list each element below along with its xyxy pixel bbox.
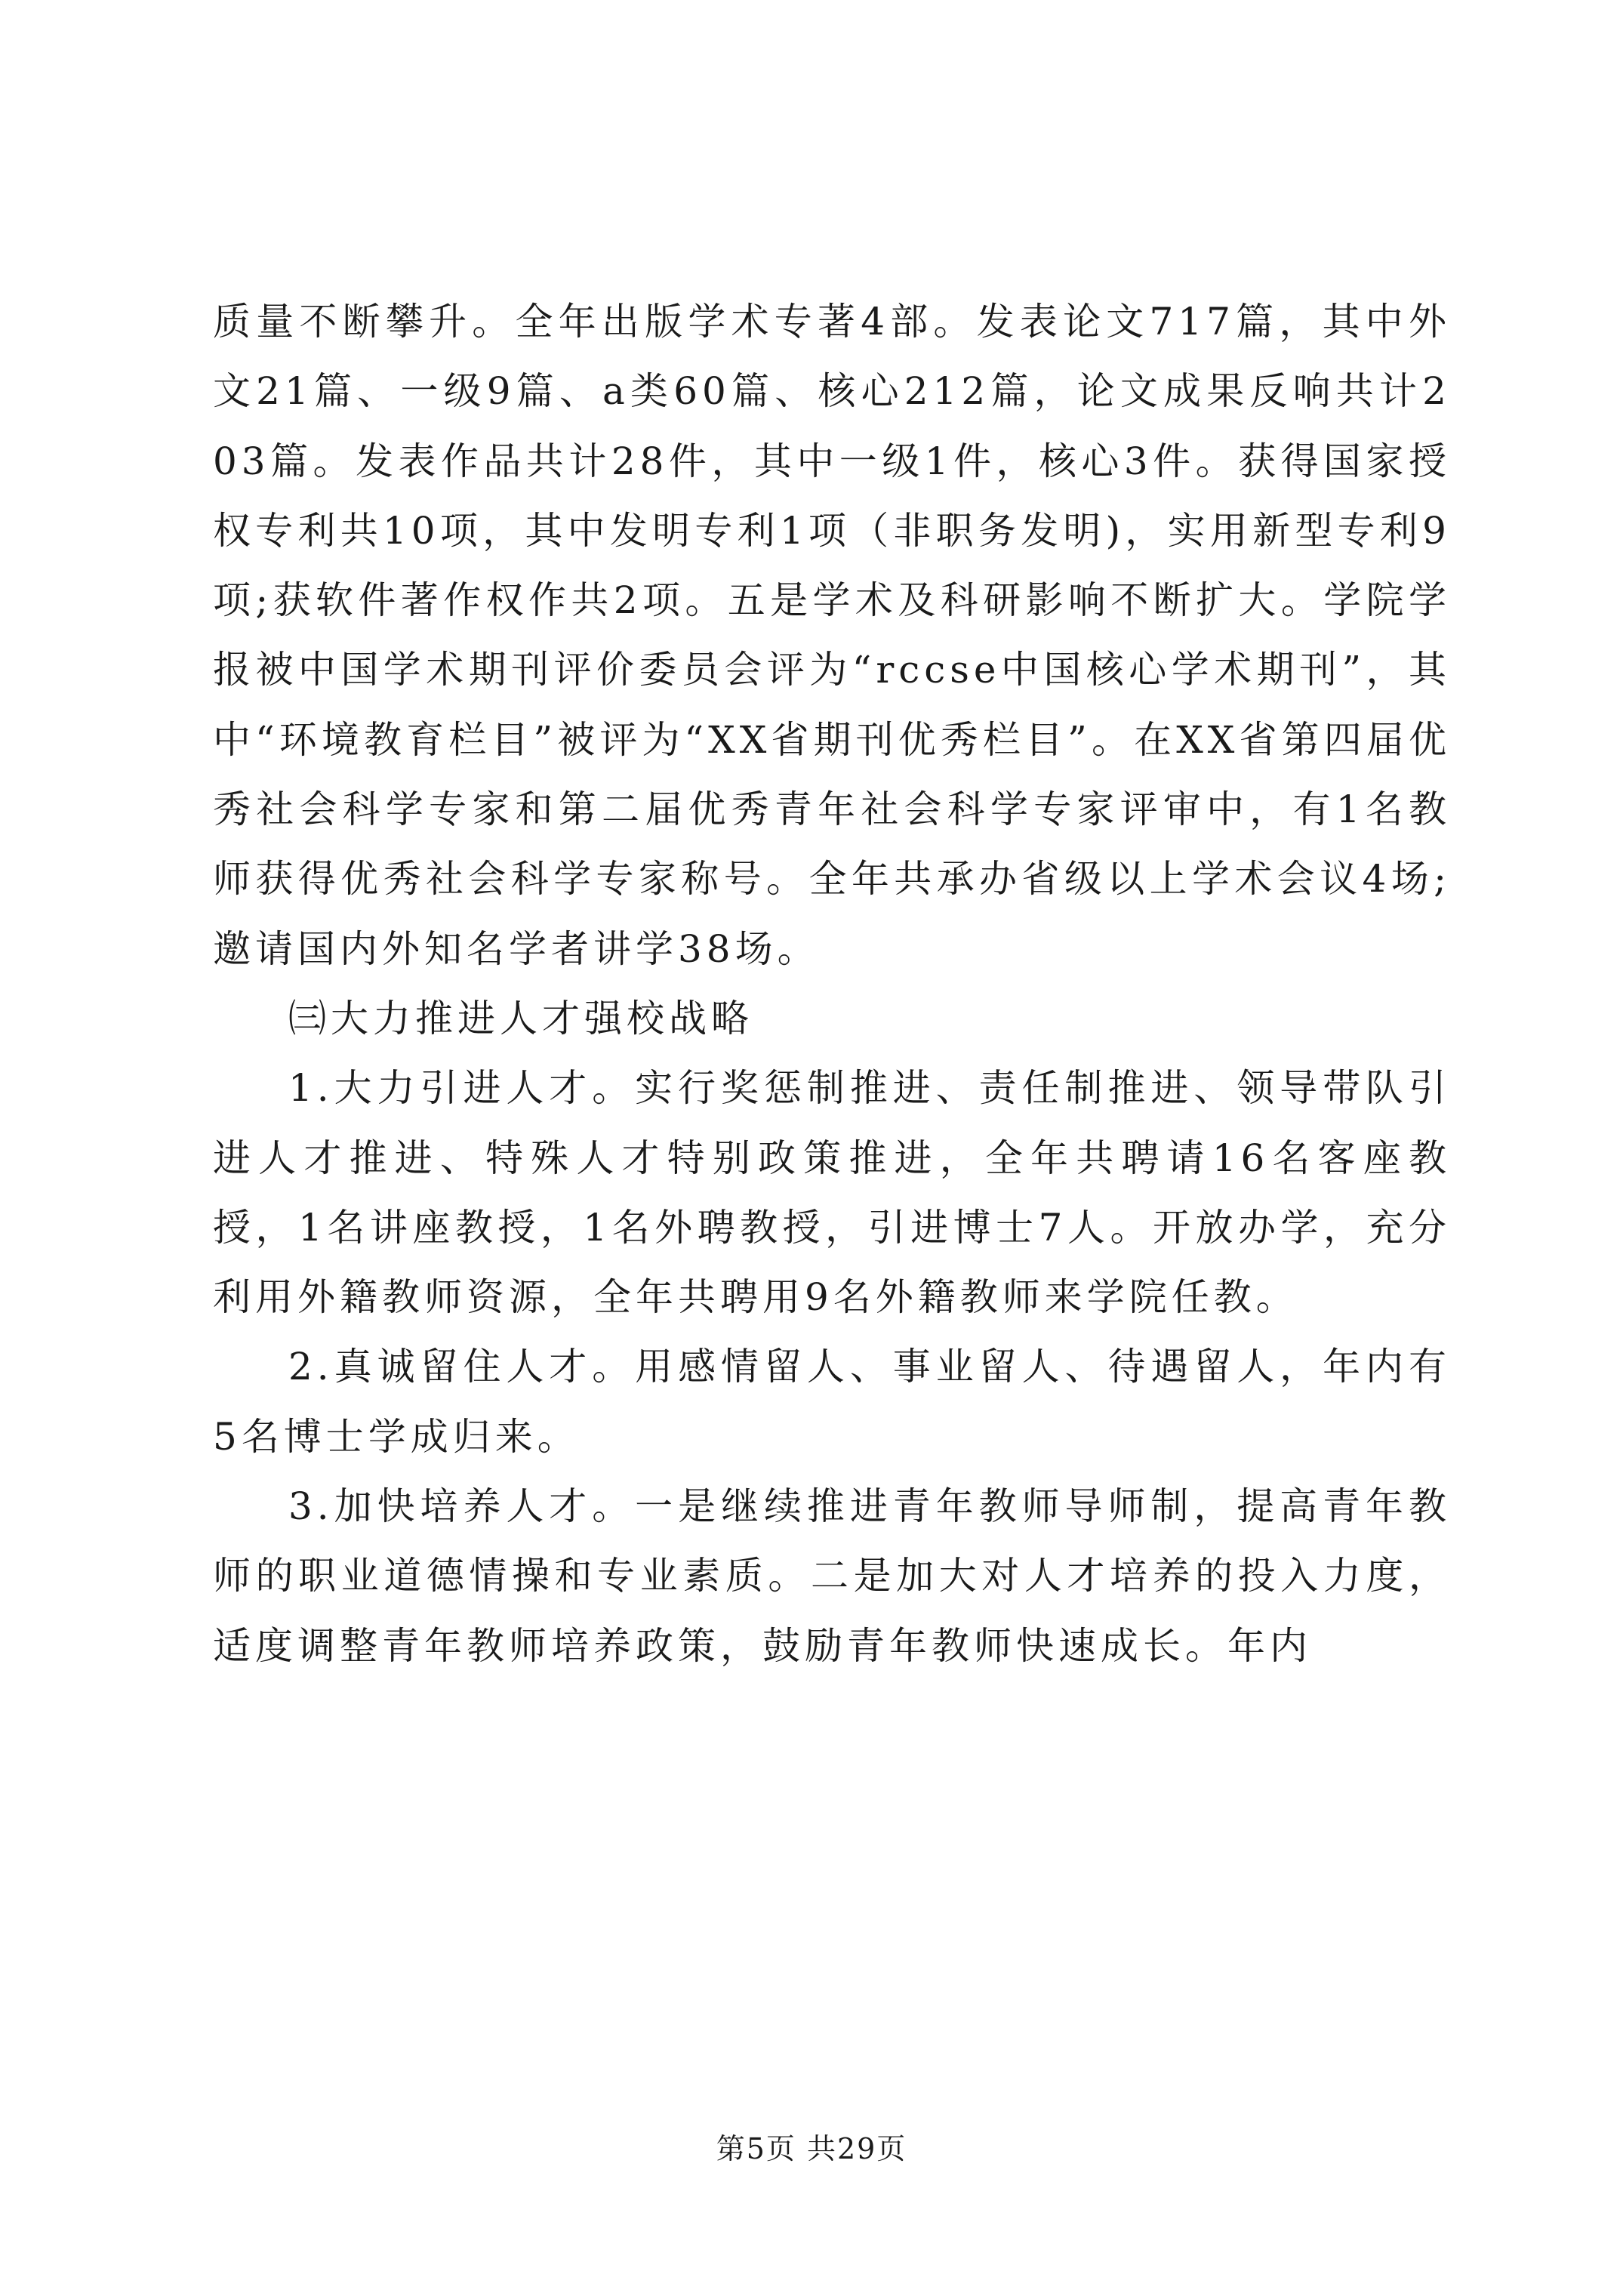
- page-number-footer: 第5页 共29页: [716, 2132, 907, 2165]
- section-heading-talent-strategy: ㈢大力推进人才强校战略: [288, 996, 753, 1040]
- paragraph-introduce-talent: 1.大力引进人才。实行奖惩制推进、责任制推进、领导带队引进人才推进、特殊人才特别政策推进，全年共聘请16名客座教授，1名讲座教授，1名外聘教授，引进博士7人。开放办学，充分利用外籍教师资源，全年共聘用9名外籍教师来学院任教。: [213, 1066, 1451, 1320]
- body-text: [213, 287, 1451, 1681]
- paragraph-cultivate-talent: 3.加快培养人才。一是继续推进青年教师导师制，提高青年教师的职业道德情操和专业素质。二是加大对人才培养的投入力度，适度调整青年教师培养政策，鼓励青年教师快速成长。年内: [213, 1484, 1451, 1668]
- paragraph-research-results: 质量不断攀升。全年出版学术专著4部。发表论文717篇，其中外文21篇、一级9篇、a类60篇、核心212篇，论文成果反响共计203篇。发表作品共计28件，其中一级1件，核心3件。获得国家授权专利共10项，其中发明专利1项（非职务发明)，实用新型专利9项;获软件著作权作共2项。五是学术及科研影响不断扩大。学院学报被中国学术期刊评价委员会评为“rccse中国核心学术期刊”，其中“环境教育栏目”被评为“XX省期刊优秀栏目”。在XX省第四届优秀社会科学专家和第二届优秀青年社会科学专家评审中，有1名教师获得优秀社会科学专家称号。全年共承办省级以上学术会议4场;邀请国内外知名学者讲学38场。: [213, 300, 1451, 971]
- paragraph-retain-talent: 2.真诚留住人才。用感情留人、事业留人、待遇留人，年内有5名博士学成归来。: [213, 1345, 1451, 1459]
